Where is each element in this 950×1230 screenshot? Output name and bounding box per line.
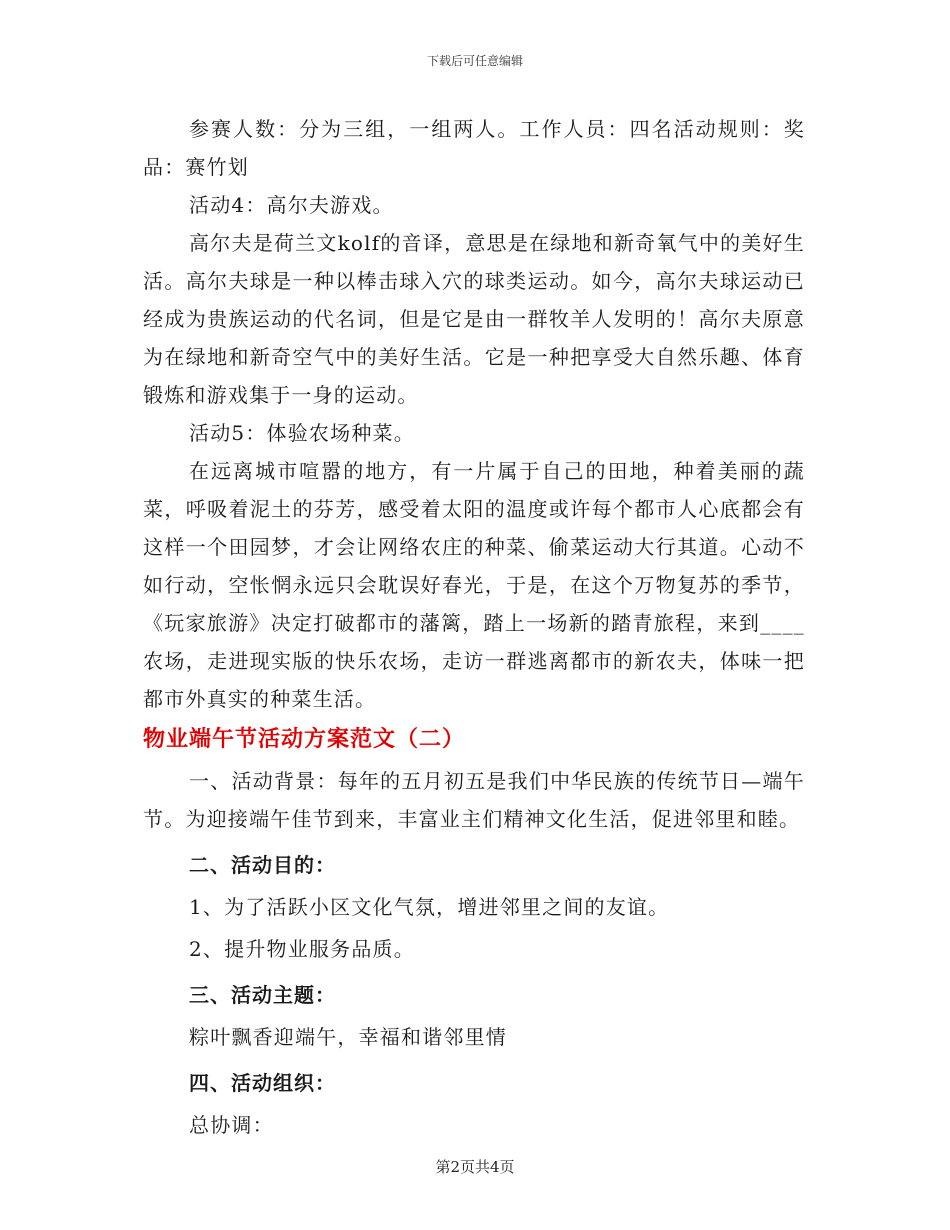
page-header: 下载后可任意编辑 bbox=[426, 54, 523, 68]
heading-purpose: 二、活动目的： bbox=[189, 853, 336, 877]
heading-theme: 三、活动主题： bbox=[189, 983, 336, 1007]
document-body bbox=[143, 110, 805, 1144]
paragraph-organization: 总协调： bbox=[189, 1113, 274, 1137]
paragraph-activity5-heading: 活动5：体验农场种菜。 bbox=[189, 421, 415, 445]
paragraph-background: 一、活动背景：每年的五月初五是我们中华民族的传统节日—端午节。为迎接端午佳节到来，丰富业主们精神文化生活，促进邻里和睦。 bbox=[143, 769, 805, 831]
paragraph-farm: 在远离城市喧嚣的地方，有一片属于自己的田地，种着美丽的蔬菜，呼吸着泥土的芬芳，感受着太阳的温度或许每个都市人心底都会有这样一个田园梦，才会让网络农庄的种菜、偷菜运动大行其道。心动不如行动，空怅惘永远只会耽误好春光，于是，在这个万物复苏的季节，《玩家旅游》决定打破都市的藩篱，踏上一场新的踏青旅程，来到____农场，走进现实版的快乐农场，走访一群逃离都市的新农夫，体味一把都市外真实的种菜生活。 bbox=[143, 459, 805, 711]
paragraph-theme: 粽叶飘香迎端午，幸福和谐邻里情 bbox=[189, 1025, 507, 1049]
paragraph-activity4-heading: 活动4：高尔夫游戏。 bbox=[189, 193, 394, 217]
paragraph-participants: 参赛人数：分为三组，一组两人。工作人员：四名活动规则：奖品：赛竹划 bbox=[143, 117, 805, 179]
page-footer: 第2页共4页 bbox=[435, 1158, 515, 1176]
heading-organization: 四、活动组织： bbox=[189, 1071, 336, 1095]
section-title: 物业端午节活动方案范文（二） bbox=[143, 727, 466, 752]
list-item-purpose-1: 1、为了活跃小区文化气氛，增进邻里之间的友谊。 bbox=[189, 895, 670, 919]
paragraph-golf: 高尔夫是荷兰文kolf的音译，意思是在绿地和新奇氧气中的美好生活。高尔夫球是一种以棒击球入穴的球类运动。如今，高尔夫球运动已经成为贵族运动的代名词，但是它是由一群牧羊人发明的！高尔夫原意为在绿地和新奇空气中的美好生活。它是一种把享受大自然乐趣、体育锻炼和游戏集于一身的运动。 bbox=[143, 231, 805, 407]
list-item-purpose-2: 2、提升物业服务品质。 bbox=[189, 937, 415, 961]
